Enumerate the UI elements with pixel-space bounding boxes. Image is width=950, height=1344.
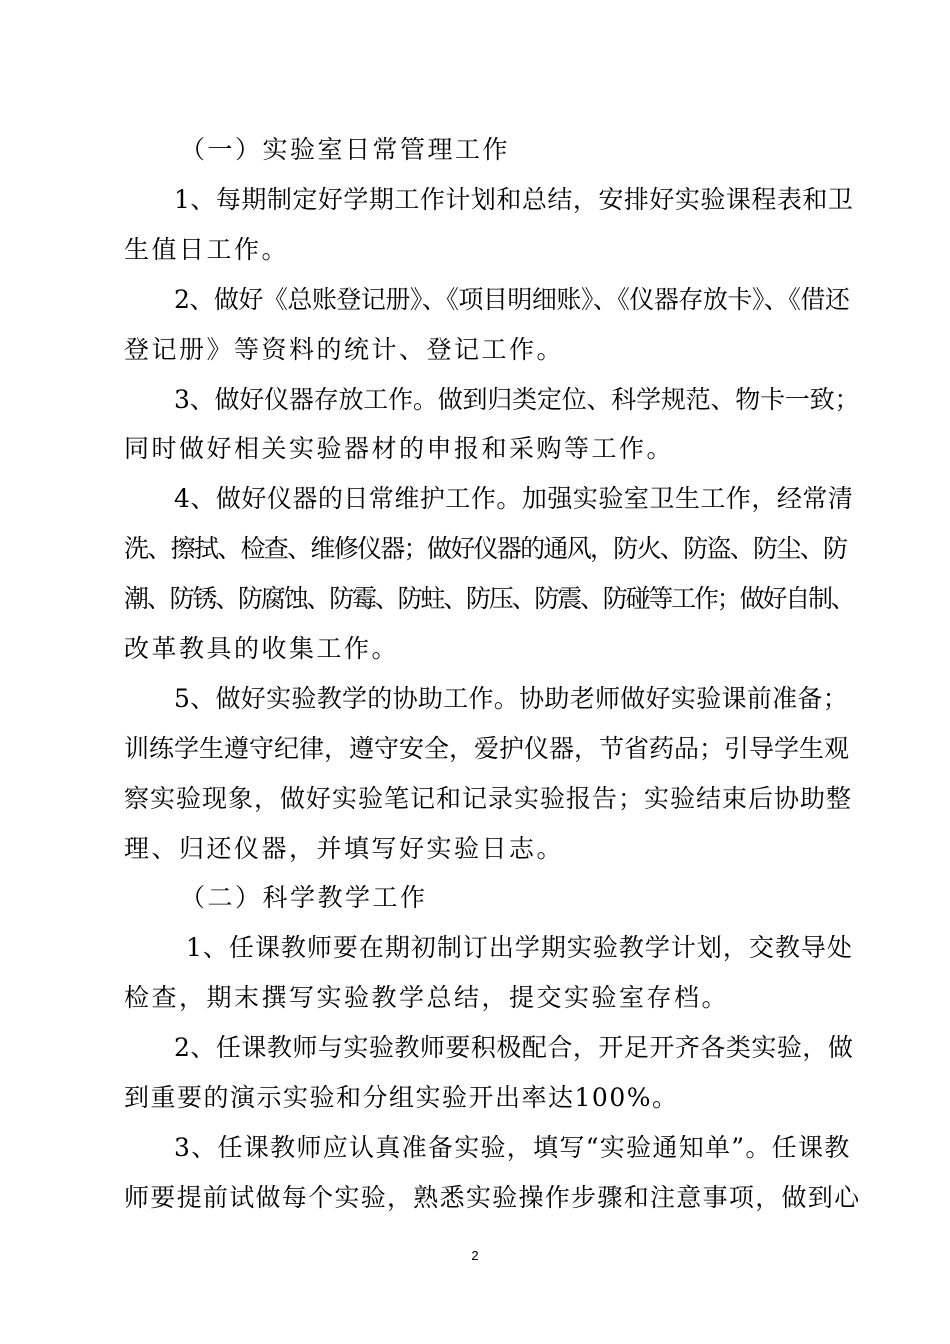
paragraph-line: 同时做好相关实验器材的申报和采购等工作。 <box>124 434 675 463</box>
paragraph-line: 4、做好仪器的日常维护工作。加强实验室卫生工作，经常清 <box>174 484 854 513</box>
page-number: 2 <box>471 1248 479 1263</box>
paragraph-line: 2、任课教师与实验教师要积极配合，开足开齐各类实验，做 <box>174 1033 854 1062</box>
paragraph-line: 到重要的演示实验和分组实验开出率达100%。 <box>124 1083 679 1112</box>
paragraph-line: 察实验现象，做好实验笔记和记录实验报告；实验结束后协助整 <box>124 784 853 813</box>
paragraph-line: 检查，期末撰写实验教学总结，提交实验室存档。 <box>124 983 730 1012</box>
paragraph-line: 师要提前试做每个实验，熟悉实验操作步骤和注意事项，做到心 <box>124 1183 861 1212</box>
paragraph-line: 登记册》等资料的统计、登记工作。 <box>124 335 565 364</box>
paragraph-line: 改革教具的收集工作。 <box>124 634 400 663</box>
paragraph-line: 3、做好仪器存放工作。做到归类定位、科学规范、物卡一致； <box>174 385 860 414</box>
paragraph-line: 2、做好《总账登记册》、《项目明细账》、《仪器存放卡》、《借还 <box>174 285 850 314</box>
paragraph-line: 1、每期制定好学期工作计划和总结，安排好实验课程表和卫 <box>174 185 854 214</box>
paragraph-line: 3、任课教师应认真准备实验，填写“实验通知单”。任课教 <box>174 1133 851 1162</box>
heading-daily-management: （一）实验室日常管理工作 <box>180 135 511 164</box>
paragraph-line: 5、做好实验教学的协助工作。协助老师做好实验课前准备； <box>174 684 849 713</box>
paragraph-line: 1、任课教师要在期初制订出学期实验教学计划，交教导处 <box>186 933 853 962</box>
paragraph-line: 生值日工作。 <box>124 235 290 264</box>
heading-science-teaching: （二）科学教学工作 <box>180 883 428 912</box>
paragraph-line: 潮、防锈、防腐蚀、防霉、防蛀、防压、防震、防碰等工作；做好自制、 <box>124 584 854 613</box>
paragraph-line: 理、归还仪器，并填写好实验日志。 <box>124 834 565 863</box>
paragraph-line: 训练学生遵守纪律，遵守安全，爱护仪器，节省药品；引导学生观 <box>124 734 850 763</box>
paragraph-line: 洗、擦拭、检查、维修仪器；做好仪器的通风，防火、防盗、防尘、防 <box>124 534 847 563</box>
